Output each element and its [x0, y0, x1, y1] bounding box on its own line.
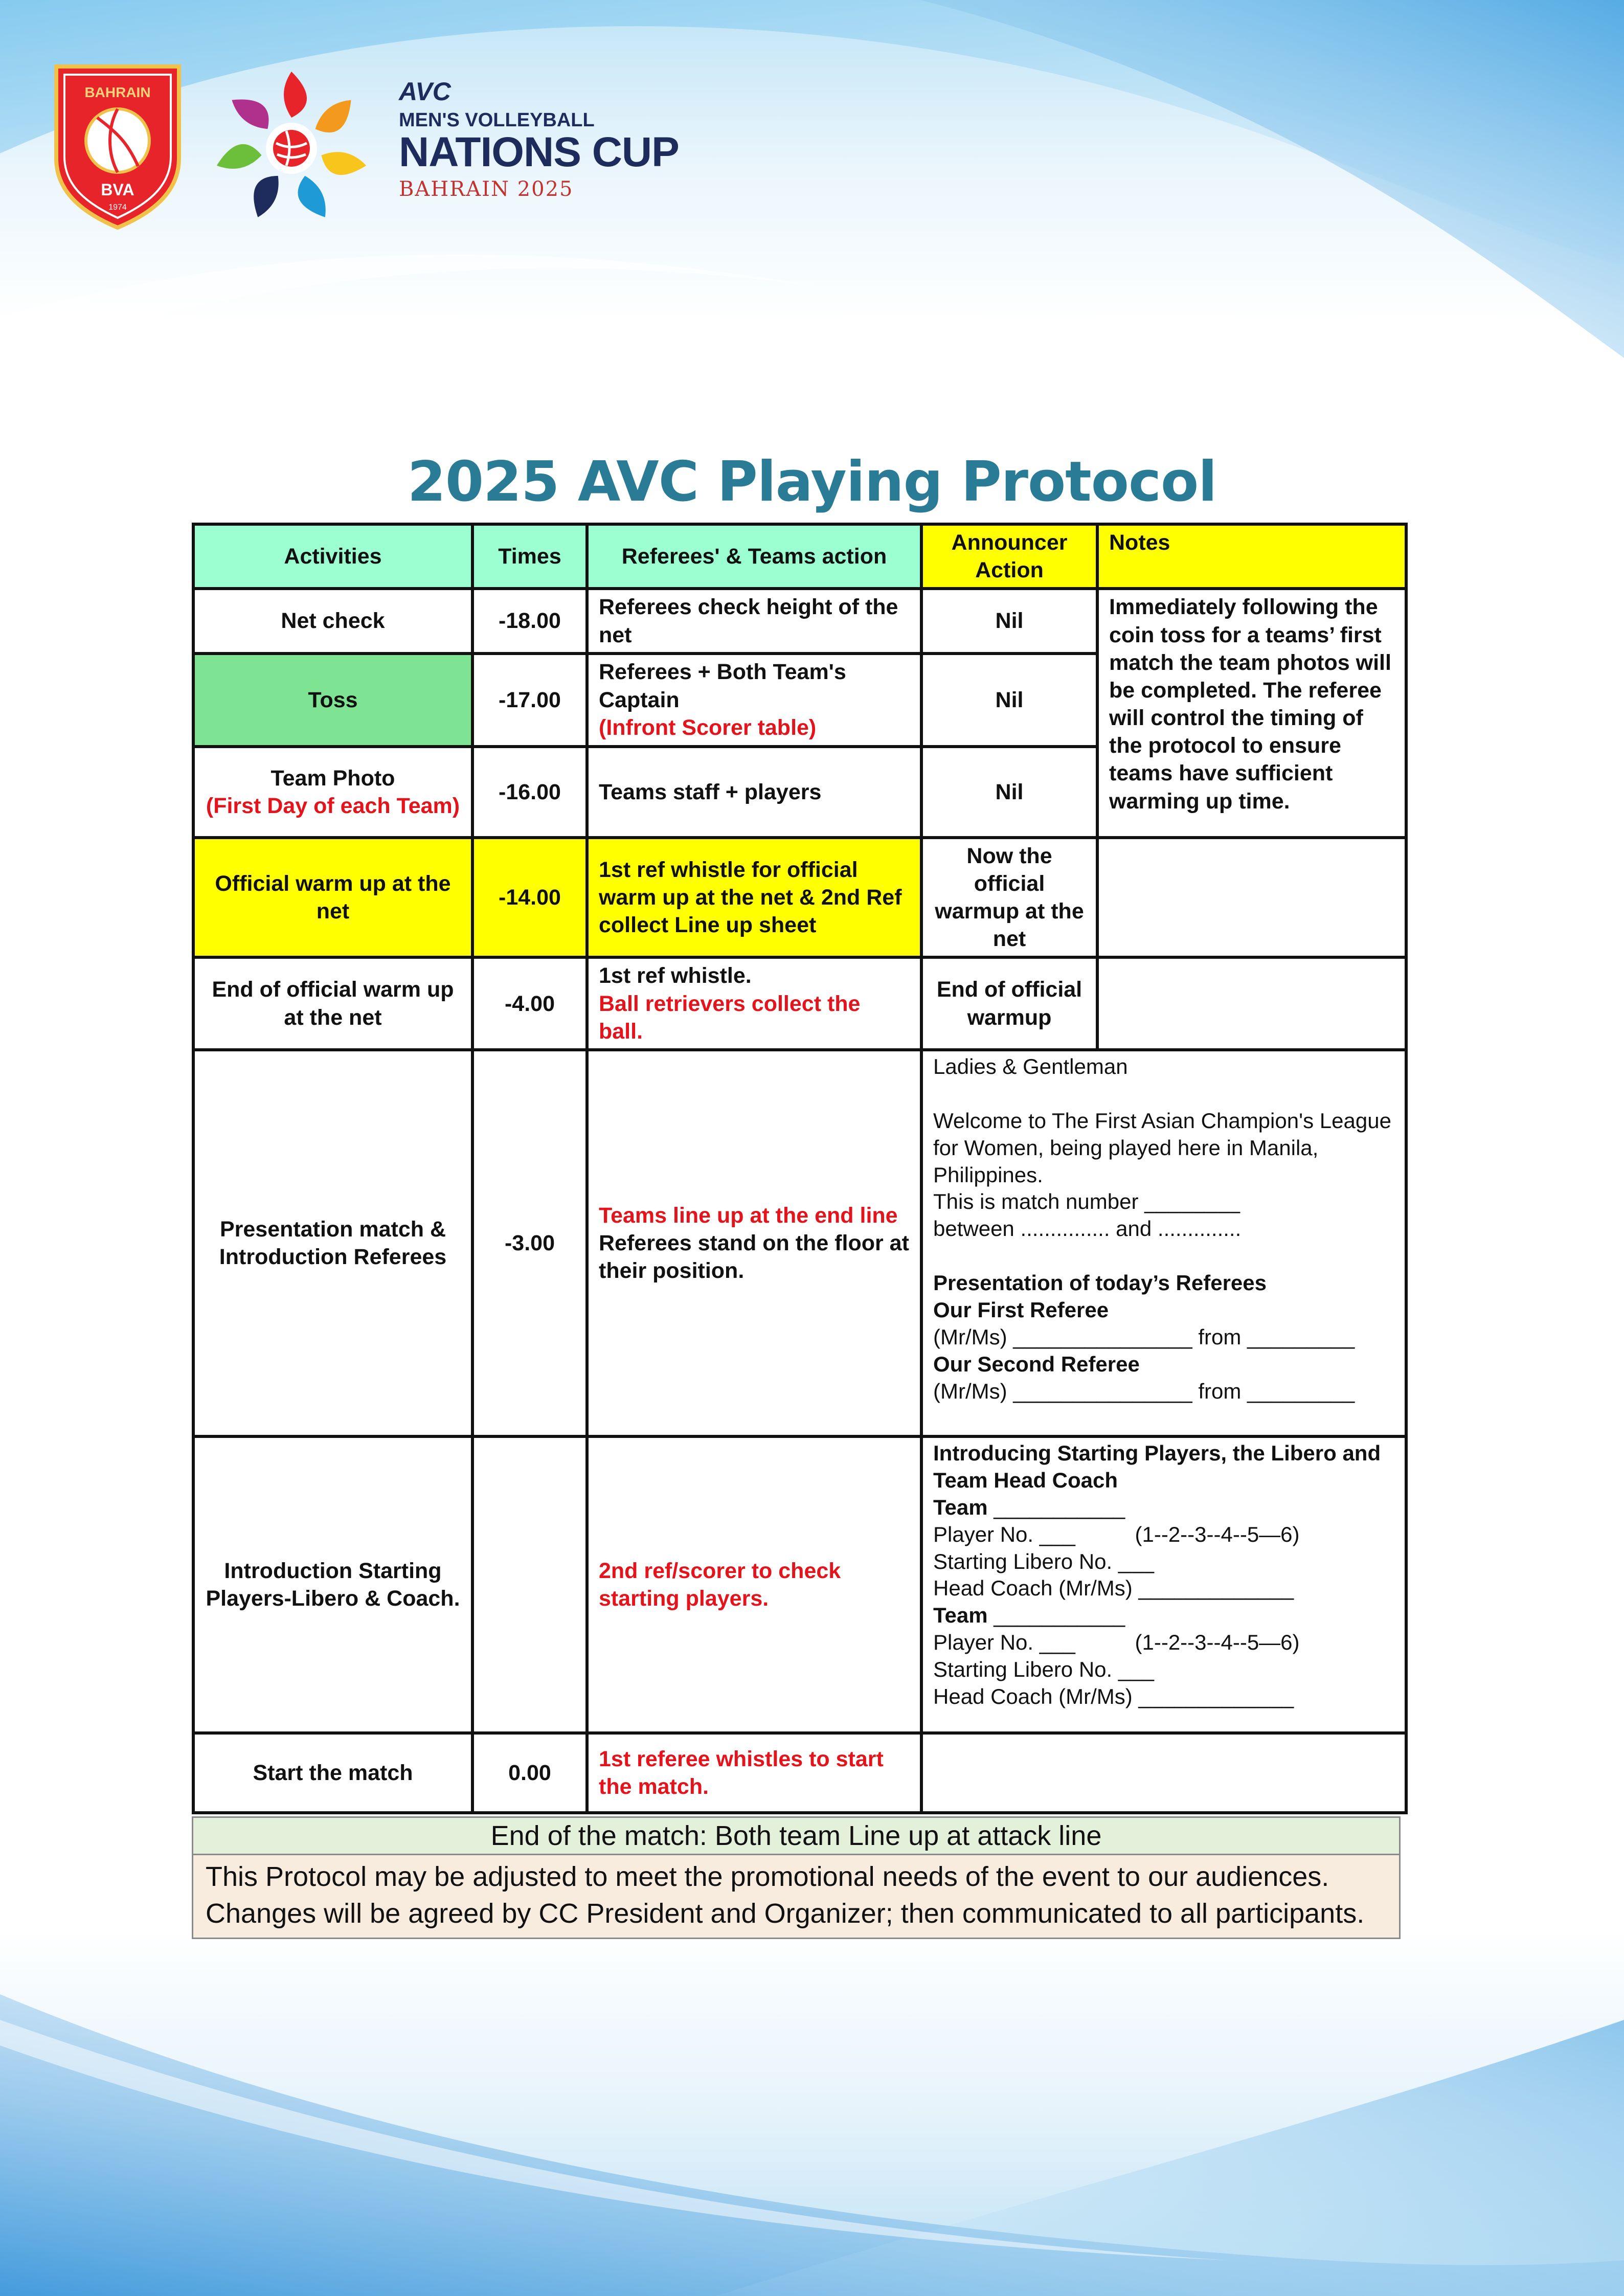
table-row	[193, 1436, 1406, 1733]
header-announcer: Announcer Action	[921, 524, 1097, 589]
nations-cup-wordmark	[399, 77, 685, 230]
header-logos	[46, 56, 685, 240]
action-cell: 1st ref whistle. Ball retrievers collect the ball.	[587, 957, 921, 1050]
avc-wordmark: AVC	[399, 77, 451, 106]
time-cell	[472, 1436, 587, 1733]
time-cell: -3.00	[472, 1050, 587, 1436]
action-cell: Teams line up at the end line Referees stand on the floor at their position.	[587, 1050, 921, 1436]
table-row	[193, 957, 1406, 1050]
table-row	[193, 1050, 1406, 1436]
page-title: 2025 AVC Playing Protocol	[407, 450, 1217, 514]
nations-cup-text: NATIONS CUP	[399, 129, 679, 175]
time-cell: 0.00	[472, 1733, 587, 1813]
bahrain-2025-text: BAHRAIN 2025	[399, 177, 574, 201]
activity-cell: Official warm up at the net	[193, 838, 472, 958]
notes-cell: Immediately following the coin toss for a teams’ first match the team photos will be completed. The referee will control the timing of the protocol to ensure teams have sufficient warming up time.	[1097, 589, 1406, 837]
action-cell: 1st ref whistle for official warm up at the net & 2nd Ref collect Line up sheet	[587, 838, 921, 958]
announcer-cell: Nil	[921, 654, 1097, 747]
announcer-script-cell: Ladies & Gentleman Welcome to The First Asian Champion's League for Women, being played here in Manila, Philippines. This is match number ________ between ............... and .............. Presentation of today’s Referees Our First Referee (Mr/Ms) _______________ from _________ Our Second Referee (Mr/Ms) _______________ from _________	[921, 1050, 1406, 1436]
notes-cell-empty	[1097, 957, 1406, 1050]
time-cell: -4.00	[472, 957, 587, 1050]
announcer-cell: Nil	[921, 589, 1097, 653]
protocol-table	[192, 523, 1408, 1814]
time-cell: -18.00	[472, 589, 587, 653]
nations-cup-star-logo	[210, 66, 373, 230]
announcer-cell	[921, 1733, 1406, 1813]
header-times: Times	[472, 524, 587, 589]
announcer-cell: Now the official warmup at the net	[921, 838, 1097, 958]
activity-cell: Team Photo (First Day of each Team)	[193, 747, 472, 838]
table-row	[193, 838, 1406, 958]
time-cell: -17.00	[472, 654, 587, 747]
activity-cell: Toss	[193, 654, 472, 747]
activity-cell: Net check	[193, 589, 472, 653]
mens-volleyball-text: MEN'S VOLLEYBALL	[399, 109, 595, 131]
action-cell: 1st referee whistles to start the match.	[587, 1733, 921, 1813]
announcer-cell: Nil	[921, 747, 1097, 838]
svg-text:BVA: BVA	[101, 181, 134, 199]
activity-cell: Start the match	[193, 1733, 472, 1813]
svg-text:BAHRAIN: BAHRAIN	[84, 84, 151, 100]
action-cell: 2nd ref/scorer to check starting players.	[587, 1436, 921, 1733]
header-activities: Activities	[193, 524, 472, 589]
header-notes: Notes	[1097, 524, 1406, 589]
header-referees-teams: Referees' & Teams action	[587, 524, 921, 589]
action-cell: Teams staff + players	[587, 747, 921, 838]
announcer-script-cell: Introducing Starting Players, the Libero and Team Head Coach Team ___________ Player No. ___ (1--2--3--4--5—6) Starting Libero No. ___ Head Coach (Mr/Ms) _____________ Team ___________ Player No. ___ (1--2--3--4--5—6) Starting Libero No. ___ Head Coach (Mr/Ms) _____________	[921, 1436, 1406, 1733]
table-row	[193, 589, 1406, 653]
adjustment-note: This Protocol may be adjusted to meet the promotional needs of the event to our audiences. Changes will be agreed by CC President and Organizer; then communicated to all participants.	[192, 1855, 1401, 1939]
action-cell: Referees + Both Team's Captain (Infront Scorer table)	[587, 654, 921, 747]
protocol-footer	[192, 1816, 1401, 1939]
activity-cell: Introduction Starting Players-Libero & Coach.	[193, 1436, 472, 1733]
time-cell: -16.00	[472, 747, 587, 838]
announcer-cell: End of official warmup	[921, 957, 1097, 1050]
notes-cell-empty	[1097, 838, 1406, 958]
table-header-row	[193, 524, 1406, 589]
bahrain-volleyball-association-logo	[46, 56, 189, 230]
end-of-match-note: End of the match: Both team Line up at attack line	[192, 1816, 1401, 1855]
table-row	[193, 1733, 1406, 1813]
action-cell: Referees check height of the net	[587, 589, 921, 653]
activity-cell: Presentation match & Introduction Referees	[193, 1050, 472, 1436]
activity-cell: End of official warm up at the net	[193, 957, 472, 1050]
time-cell: -14.00	[472, 838, 587, 958]
svg-text:1974: 1974	[108, 203, 127, 212]
